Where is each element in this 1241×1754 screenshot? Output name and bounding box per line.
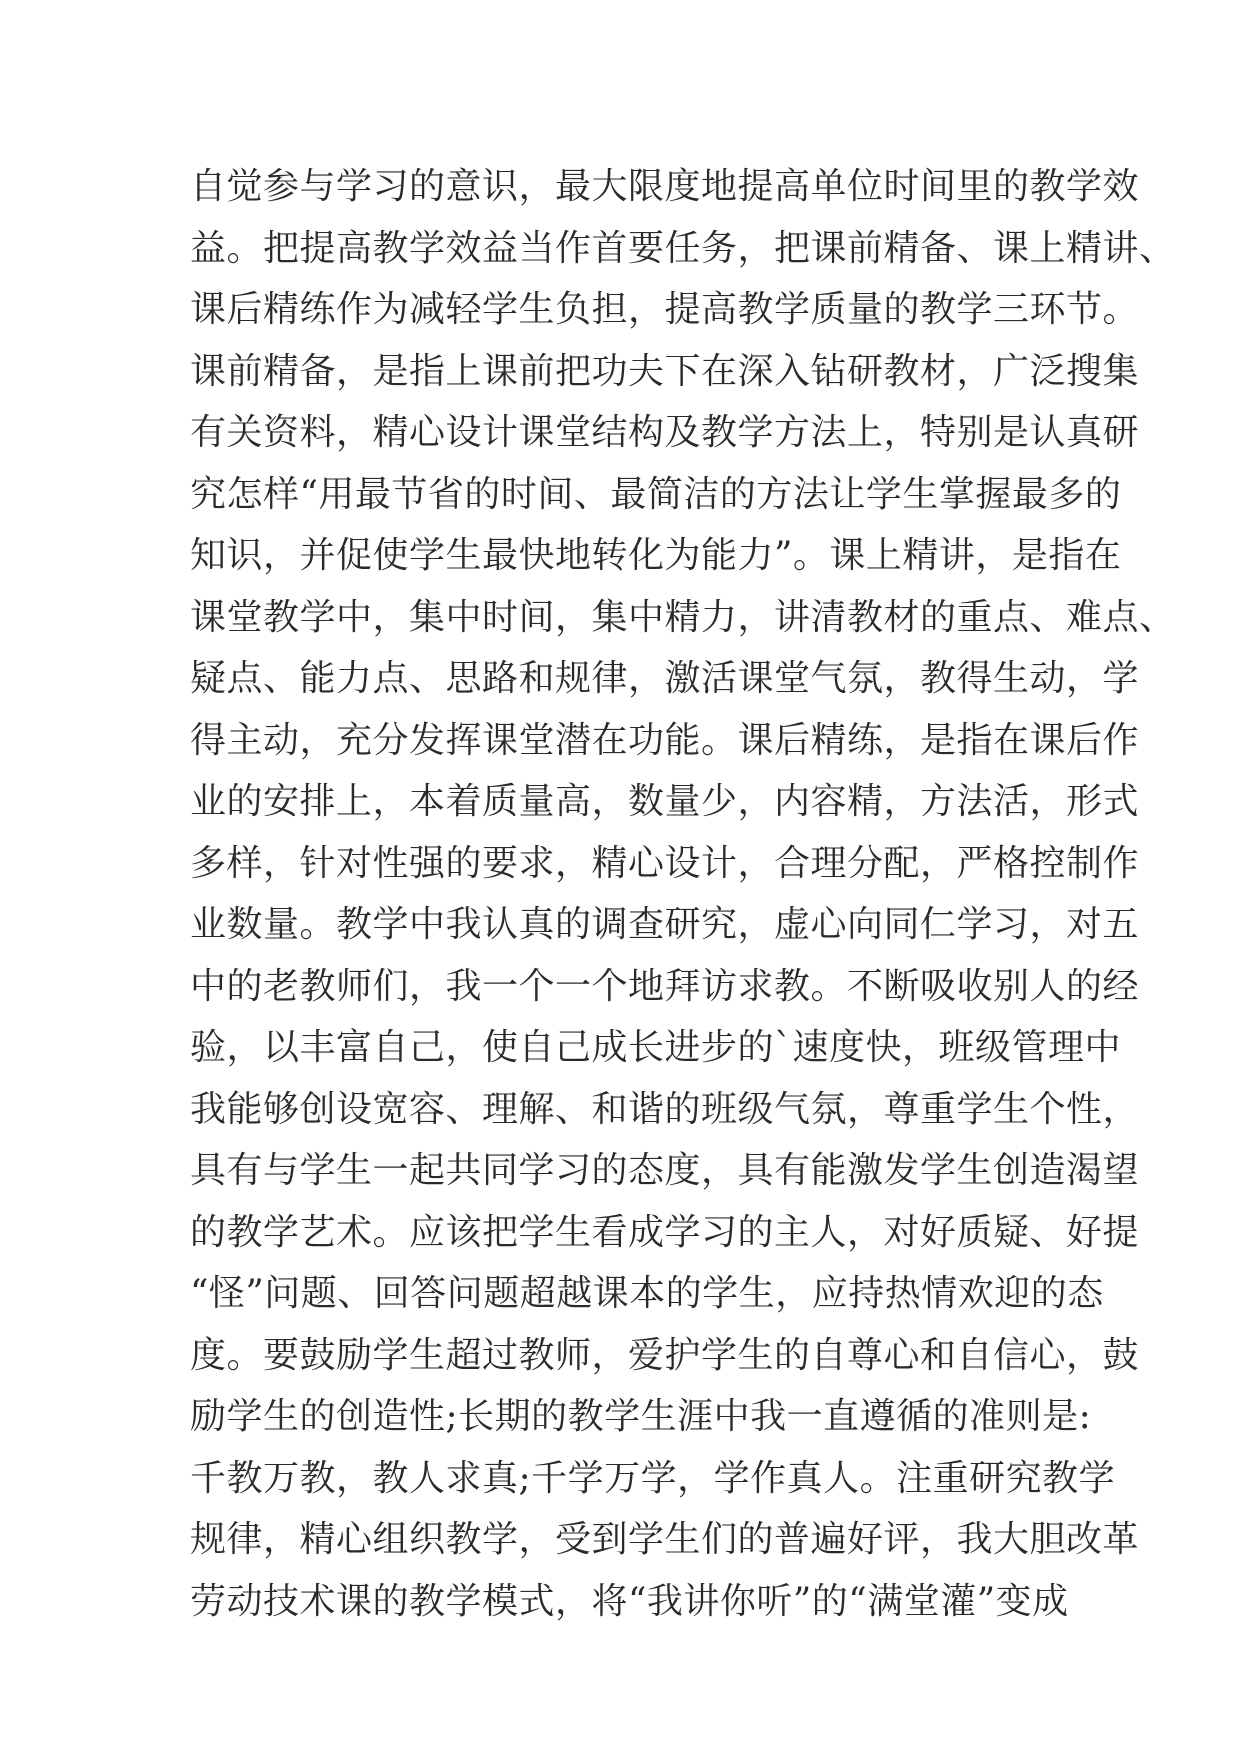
text-line-10: 得主动，充分发挥课堂潜在功能。课后精练，是指在课后作: [190, 719, 1140, 761]
text-line-1: 自觉参与学习的意识，最大限度地提高单位时间里的教学效: [190, 166, 1140, 207]
text-line-22: 千教万教，教人求真;千学万学，学作真人。注重研究教学: [190, 1457, 1116, 1499]
text-line-2: 益。把提高教学效益当作首要任务，把课前精备、课上精讲、: [190, 227, 1176, 269]
text-line-21: 励学生的创造性;长期的教学生涯中我一直遵循的准则是:: [190, 1396, 1092, 1437]
text-line-12: 多样，针对性强的要求，精心设计，合理分配，严格控制作: [190, 842, 1140, 884]
text-line-7: 知识，并促使学生最快地转化为能力”。课上精讲，是指在: [190, 535, 1122, 576]
text-line-15: 验，以丰富自己，使自己成长进步的`速度快，班级管理中: [190, 1027, 1122, 1068]
text-line-6: 究怎样“用最节省的时间、最简洁的方法让学生掌握最多的: [190, 473, 1122, 515]
text-line-5: 有关资料，精心设计课堂结构及教学方法上，特别是认真研: [190, 412, 1140, 453]
text-line-16: 我能够创设宽容、理解、和谐的班级气氛，尊重学生个性，: [190, 1088, 1140, 1130]
text-line-14: 中的老教师们，我一个一个地拜访求教。不断吸收别人的经: [190, 965, 1140, 1007]
text-line-17: 具有与学生一起共同学习的态度，具有能激发学生创造渴望: [190, 1150, 1140, 1191]
text-line-23: 规律，精心组织教学，受到学生们的普遍好评，我大胆改革: [190, 1519, 1140, 1560]
text-line-13: 业数量。教学中我认真的调查研究，虚心向同仁学习，对五: [190, 904, 1140, 945]
text-line-18: 的教学艺术。应该把学生看成学习的主人，对好质疑、好提: [190, 1211, 1140, 1253]
text-line-9: 疑点、能力点、思路和规律，激活课堂气氛，教得生动，学: [190, 658, 1140, 699]
text-line-4: 课前精备，是指上课前把功夫下在深入钻研教材，广泛搜集: [190, 350, 1140, 392]
text-line-11: 业的安排上，本着质量高，数量少，内容精，方法活，形式: [190, 781, 1140, 822]
text-line-8: 课堂教学中，集中时间，集中精力，讲清教材的重点、难点、: [190, 596, 1176, 638]
body-paragraph: [190, 156, 1176, 1632]
text-line-19: “怪”问题、回答问题超越课本的学生，应持热情欢迎的态: [190, 1273, 1104, 1314]
text-line-20: 度。要鼓励学生超过教师，爱护学生的自尊心和自信心，鼓: [190, 1334, 1140, 1376]
text-line-24: 劳动技术课的教学模式，将“我讲你听”的“满堂灌”变成: [190, 1580, 1069, 1622]
text-line-3: 课后精练作为减轻学生负担，提高教学质量的教学三环节。: [190, 289, 1140, 330]
